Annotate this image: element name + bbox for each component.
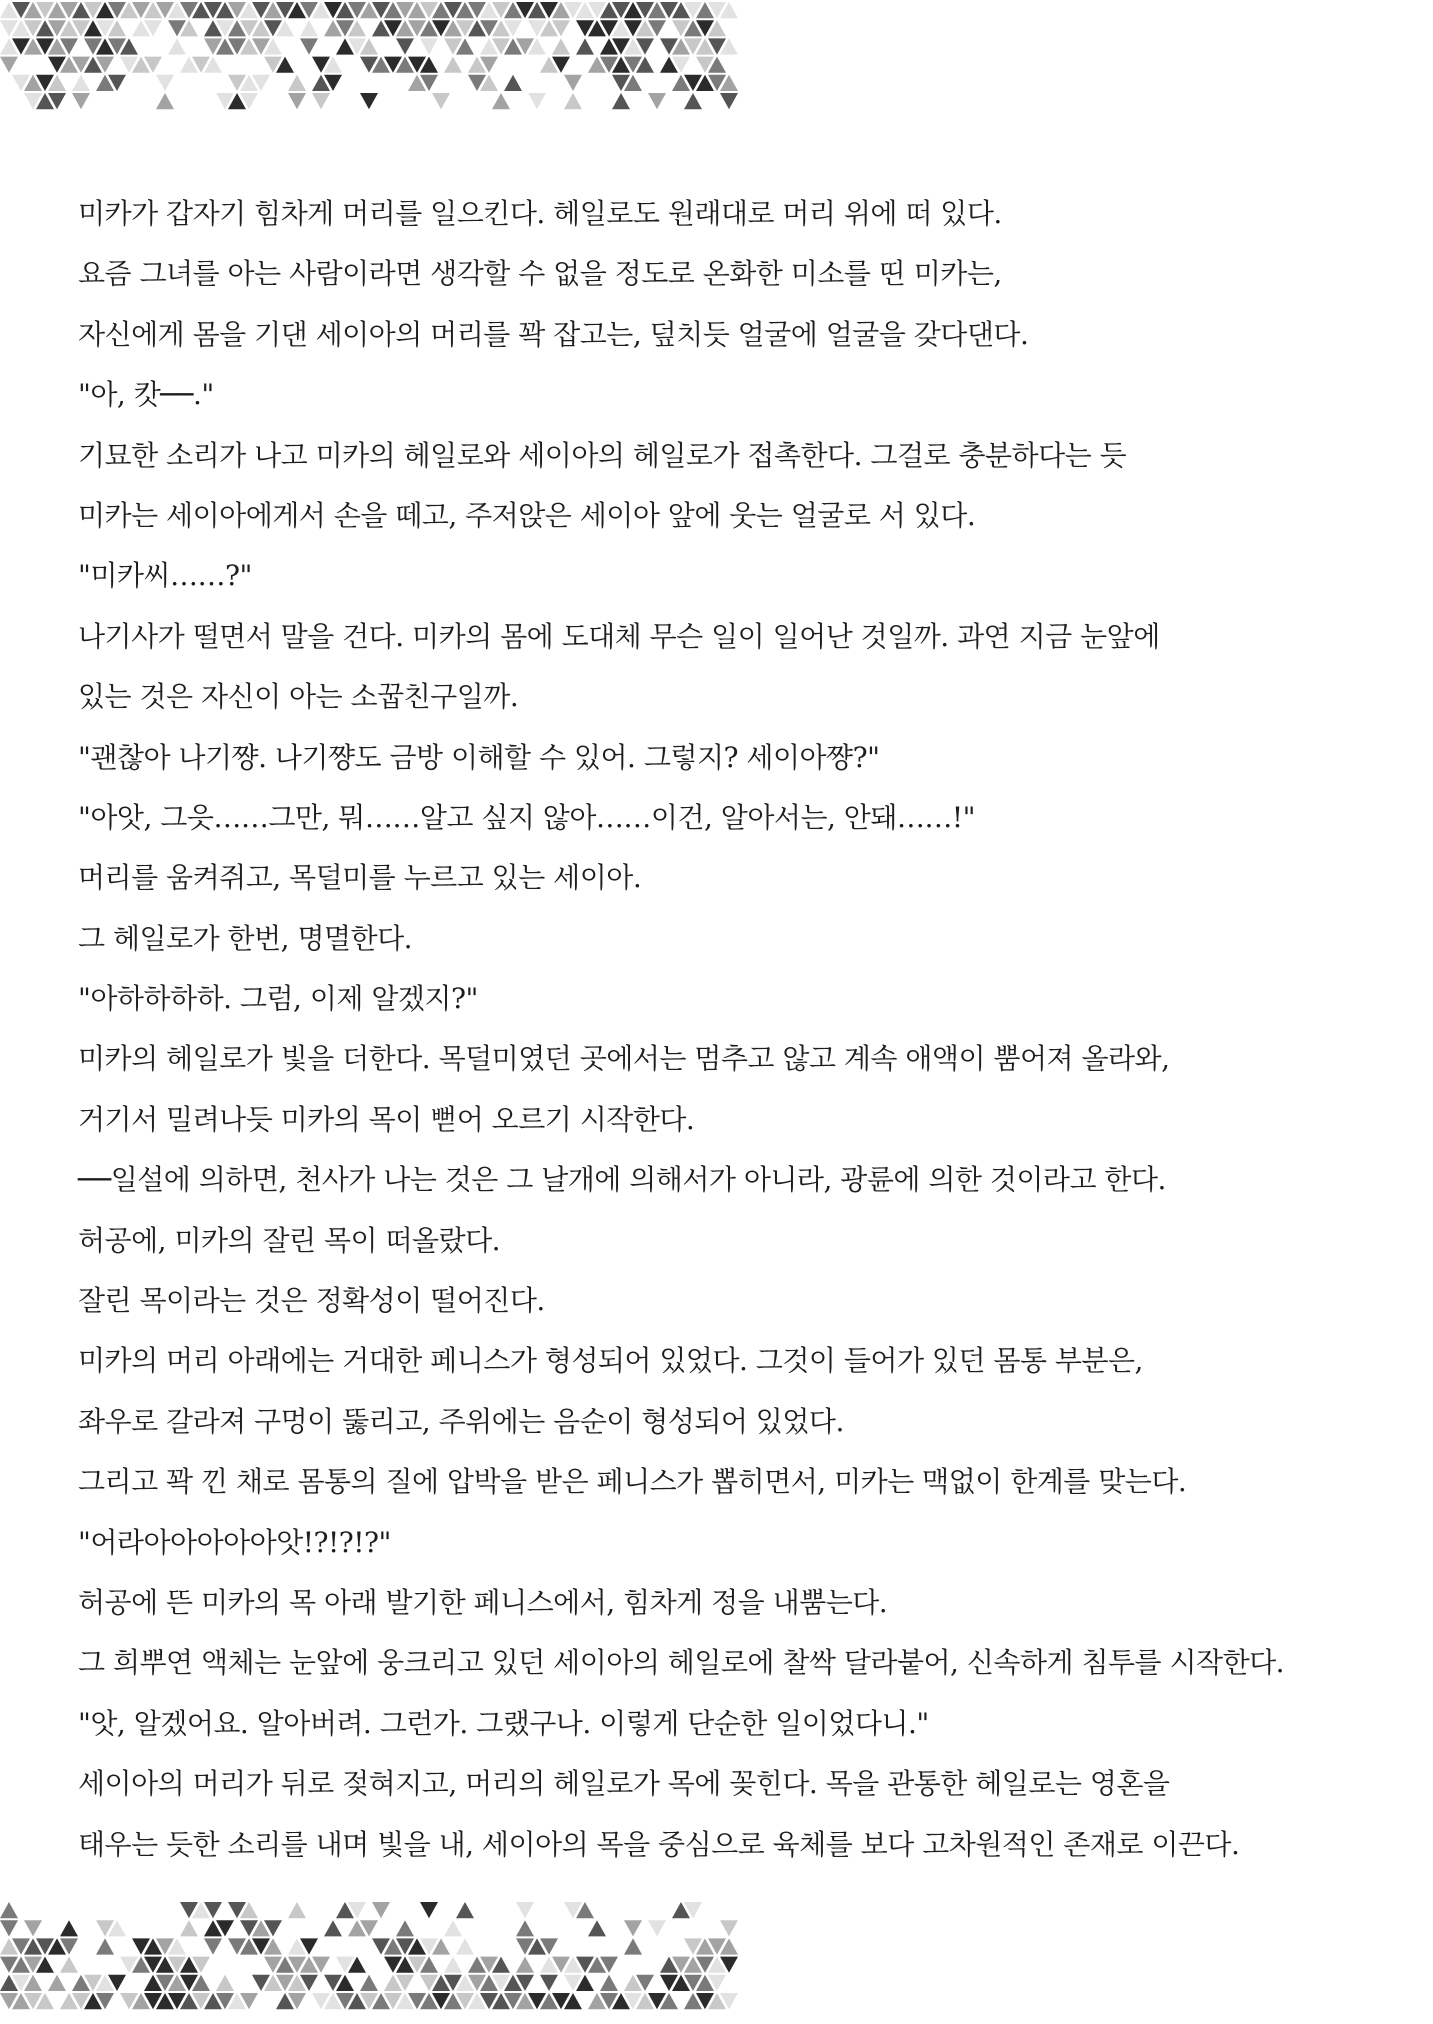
- pattern-triangle: [444, 57, 462, 73]
- pattern-triangle: [396, 38, 414, 54]
- pattern-triangle: [156, 93, 174, 109]
- pattern-triangle: [624, 1920, 642, 1936]
- pattern-triangle: [624, 1938, 642, 1954]
- story-line: "아하하하하. 그럼, 이제 알겠지?": [78, 982, 478, 1016]
- pattern-triangle: [156, 75, 174, 91]
- triangle-pattern-bottom: [0, 1898, 1433, 2024]
- story-line: 그 헤일로가 한번, 명멸한다.: [78, 921, 413, 955]
- pattern-triangle: [288, 93, 306, 109]
- pattern-triangle: [564, 75, 582, 91]
- pattern-triangle: [300, 20, 318, 36]
- story-line: 태우는 듯한 소리를 내며 빛을 내, 세이아의 목을 중심으로 육체를 보다 고차원적인 존재로 이끈다.: [78, 1827, 1240, 1861]
- pattern-triangle: [456, 1938, 474, 1954]
- story-line: 자신에게 몸을 기댄 세이아의 머리를 꽉 잡고는, 덮치듯 얼굴에 얼굴을 갖다댄다.: [78, 317, 1029, 351]
- triangle-pattern-top: [0, 0, 1433, 118]
- pattern-triangle: [48, 1975, 66, 1991]
- story-line: 거기서 밀려나듯 미카의 목이 뻗어 오르기 시작한다.: [78, 1102, 695, 1136]
- story-line: 있는 것은 자신이 아는 소꿉친구일까.: [78, 680, 519, 714]
- story-line: 그리고 꽉 낀 채로 몸통의 질에 압박을 받은 페니스가 뽑히면서, 미카는 맥없이 한계를 맞는다.: [78, 1465, 1187, 1499]
- pattern-triangle: [504, 75, 522, 91]
- pattern-triangle: [360, 1975, 378, 1991]
- pattern-triangle: [456, 1902, 474, 1918]
- story-line: 잘린 목이라는 것은 정확성이 떨어진다.: [78, 1284, 545, 1318]
- pattern-triangle: [684, 93, 702, 109]
- story-line: "아, 캇──.": [78, 378, 214, 412]
- story-line: "미카씨……?": [78, 559, 252, 593]
- pattern-triangle: [0, 1902, 18, 1918]
- pattern-triangle: [288, 75, 306, 91]
- story-line: 그 희뿌연 액체는 눈앞에 웅크리고 있던 세이아의 헤일로에 찰싹 달라붙어, 신속하게 침투를 시작한다.: [78, 1646, 1285, 1680]
- story-line: 미카의 헤일로가 빛을 더한다. 목덜미였던 곳에서는 멈추고 않고 계속 애액이 뿜어져 올라와,: [78, 1042, 1170, 1076]
- story-line: 좌우로 갈라져 구멍이 뚫리고, 주위에는 음순이 형성되어 있었다.: [78, 1404, 844, 1438]
- story-line: "아앗, 그읏……그만, 뭐……알고 싶지 않아……이건, 알아서는, 안돼……!": [78, 800, 976, 834]
- pattern-triangle: [288, 1902, 306, 1918]
- pattern-triangle: [432, 93, 450, 109]
- story-line: 허공에, 미카의 잘린 목이 떠올랐다.: [78, 1223, 501, 1257]
- story-line: 미카의 머리 아래에는 거대한 페니스가 형성되어 있었다. 그것이 들어가 있던 몸통 부분은,: [78, 1344, 1143, 1378]
- pattern-triangle: [60, 1920, 78, 1936]
- pattern-triangle: [0, 1920, 18, 1936]
- pattern-triangle: [396, 1920, 414, 1936]
- pattern-triangle: [444, 1957, 462, 1973]
- pattern-triangle: [216, 1975, 234, 1991]
- story-line: "앗, 알겠어요. 알아버려. 그런가. 그랬구나. 이렇게 단순한 일이었다니.": [78, 1706, 929, 1740]
- pattern-triangle: [300, 38, 318, 54]
- pattern-triangle: [552, 38, 570, 54]
- pattern-triangle: [540, 1975, 558, 1991]
- story-line: "괜찮아 나기쨩. 나기쨩도 금방 이해할 수 있어. 그렇지? 세이아쨩?": [78, 740, 880, 774]
- pattern-triangle: [420, 1902, 438, 1918]
- pattern-triangle: [648, 93, 666, 109]
- pattern-triangle: [600, 1975, 618, 1991]
- pattern-triangle: [444, 1920, 462, 1936]
- pattern-triangle: [576, 38, 594, 54]
- pattern-triangle: [588, 1920, 606, 1936]
- pattern-triangle: [372, 1902, 390, 1918]
- pattern-triangle: [564, 93, 582, 109]
- pattern-triangle: [96, 1938, 114, 1954]
- pattern-triangle: [60, 1957, 78, 1973]
- pattern-triangle: [204, 1938, 222, 1954]
- pattern-triangle: [324, 1920, 342, 1936]
- pattern-triangle: [720, 1920, 738, 1936]
- pattern-triangle: [24, 1920, 42, 1936]
- pattern-triangle: [528, 93, 546, 109]
- story-line: 허공에 뜬 미카의 목 아래 발기한 페니스에서, 힘차게 정을 내뿜는다.: [78, 1585, 888, 1619]
- pattern-triangle: [492, 93, 510, 109]
- story-line: "어라아아아아아앗!?!?!?": [78, 1525, 391, 1559]
- story-line: 기묘한 소리가 나고 미카의 헤일로와 세이아의 헤일로가 접촉한다. 그걸로 충분하다는 듯: [78, 438, 1127, 472]
- pattern-triangle: [312, 93, 330, 109]
- pattern-triangle: [648, 1920, 666, 1936]
- story-line: 머리를 움켜쥐고, 목덜미를 누르고 있는 세이아.: [78, 861, 642, 895]
- pattern-triangle: [180, 1920, 198, 1936]
- story-line: ──일설에 의하면, 천사가 나는 것은 그 날개에 의해서가 아니라, 광륜에 의한 것이라고 한다.: [78, 1163, 1166, 1197]
- pattern-triangle: [360, 93, 378, 109]
- pattern-triangle: [516, 1957, 534, 1973]
- story-line: 나기사가 떨면서 말을 건다. 미카의 몸에 도대체 무슨 일이 일어난 것일까. 과연 지금 눈앞에: [78, 619, 1160, 653]
- pattern-triangle: [72, 75, 90, 91]
- pattern-triangle: [0, 57, 18, 73]
- pattern-triangle: [516, 1902, 534, 1918]
- story-text: [78, 184, 1428, 1875]
- pattern-triangle: [516, 1920, 534, 1936]
- pattern-triangle: [720, 93, 738, 109]
- pattern-triangle: [420, 38, 438, 54]
- story-line: 미카는 세이아에게서 손을 떼고, 주저앉은 세이아 앞에 웃는 얼굴로 서 있다.: [78, 498, 976, 532]
- pattern-triangle: [168, 38, 186, 54]
- story-line: 세이아의 머리가 뒤로 젖혀지고, 머리의 헤일로가 목에 꽂힌다. 목을 관통한 헤일로는 영혼을: [78, 1767, 1170, 1801]
- pattern-triangle: [72, 93, 90, 109]
- story-line: 요즘 그녀를 아는 사람이라면 생각할 수 없을 정도로 온화한 미소를 띤 미카는,: [78, 257, 1002, 291]
- pattern-triangle: [612, 93, 630, 109]
- story-line: 미카가 갑자기 힘차게 머리를 일으킨다. 헤일로도 원래대로 머리 위에 떠 있다.: [78, 197, 1002, 230]
